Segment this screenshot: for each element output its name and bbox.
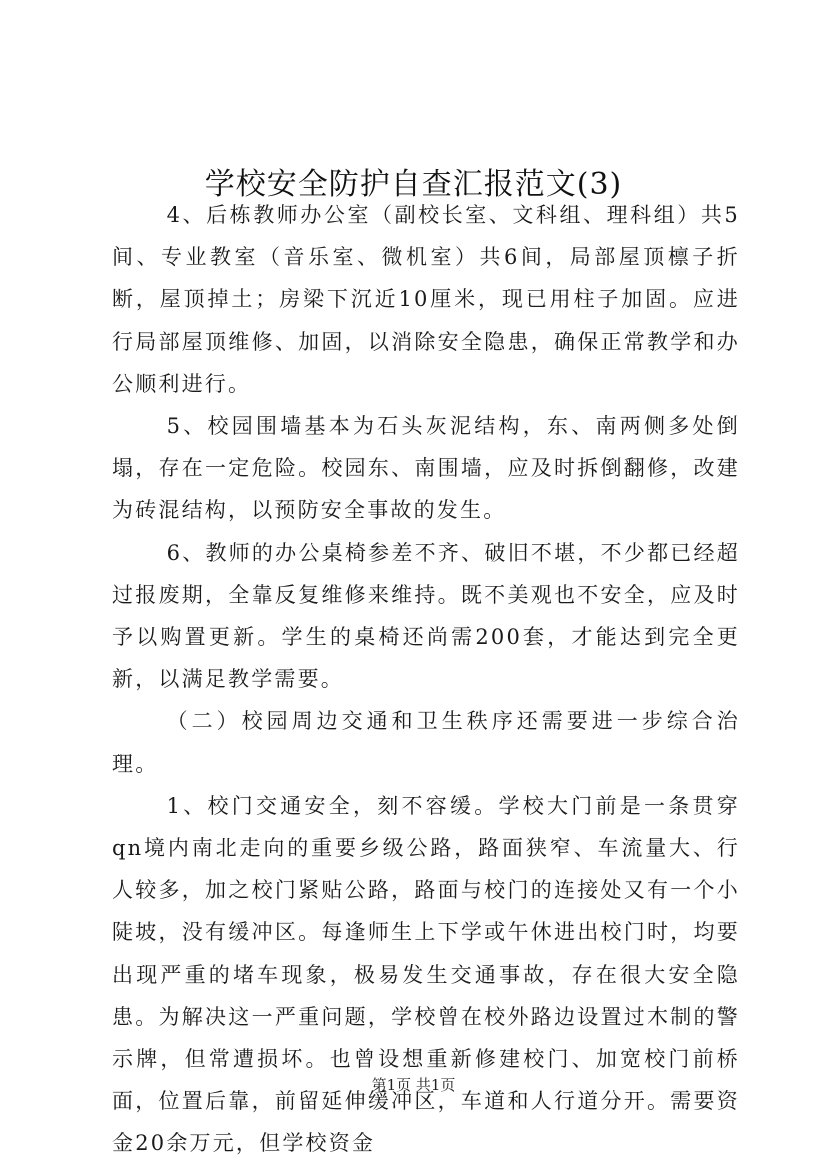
- section-heading: （二）校园周边交通和卫生秩序还需要进一步综合治理。: [112, 709, 740, 776]
- paragraph-1: 4、后栋教师办公室（副校长室、文科组、理科组）共5间、专业教室（音乐室、微机室）共6间，局部屋顶檩子折断，屋顶掉土；房梁下沉近10厘米，现已用柱子加固。应进行局部屋顶维修、加固，以消除安全隐患，确保正常教学和办公顺利进行。: [112, 203, 740, 396]
- paragraph-2: 5、校园围墙基本为石头灰泥结构，东、南两侧多处倒塌，存在一定危险。校园东、南围墙，应及时拆倒翻修，改建为砖混结构，以预防安全事故的发生。: [112, 414, 740, 523]
- paragraph-4: 1、校门交通安全，刻不容缓。学校大门前是一条贯穿qn境内南北走向的重要乡级公路，路面狭窄、车流量大、行人较多，加之校门紧贴公路，路面与校门的连接处又有一个小陡坡，没有缓冲区。每逢师生上下学或午休进出校门时，均要出现严重的堵车现象，极易发生交通事故，存在很大安全隐患。为解决这一严重问题，学校曾在校外路边设置过木制的警示牌，但常遭损坏。也曾设想重新修建校门、加宽校门前桥面，位置后靠，前留延伸缓冲区，车道和人行道分开。需要资金20余万元，但学校资金: [112, 793, 740, 1156]
- paragraph-3: 6、教师的办公桌椅参差不齐、破旧不堪，不少都已经超过报废期，全靠反复维修来维持。既不美观也不安全，应及时予以购置更新。学生的桌椅还尚需200套，才能达到完全更新，以满足教学需要。: [112, 540, 740, 692]
- document-body: [112, 194, 740, 1165]
- page-number-footer: 第1页 共1页: [371, 1076, 456, 1094]
- document-title: 学校安全防护自查汇报范文(3): [204, 167, 623, 203]
